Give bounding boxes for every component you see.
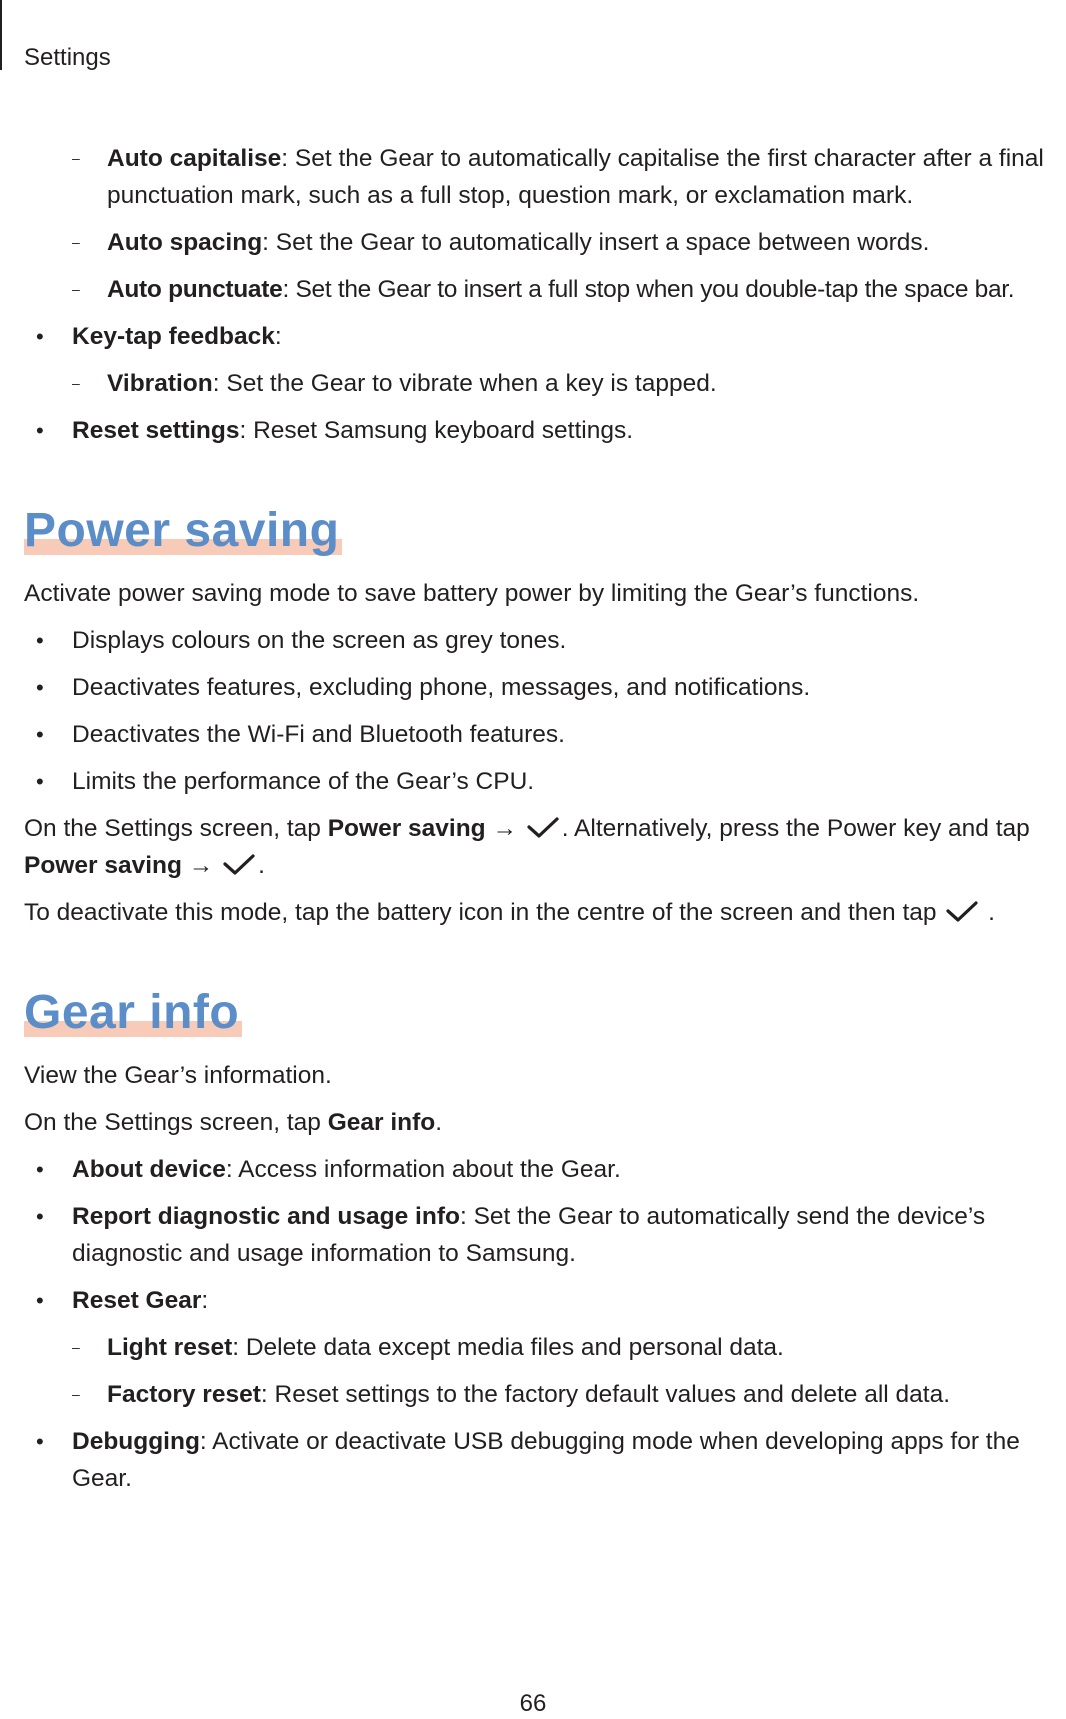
term: Reset settings <box>72 417 240 444</box>
bullet-marker: • <box>36 1204 44 1229</box>
list-item-debugging <box>24 1423 1056 1497</box>
list-item <box>24 669 1056 706</box>
term: Light reset <box>107 1334 233 1361</box>
term: Report diagnostic and usage info <box>72 1203 460 1230</box>
list-item-auto-spacing <box>24 224 1056 261</box>
instruction-text: . <box>435 1109 443 1136</box>
description: : Delete data except media files and personal data. <box>232 1334 784 1361</box>
bullet-marker: • <box>36 722 44 747</box>
term: Key-tap feedback <box>72 323 275 350</box>
bullet-marker: • <box>36 628 44 653</box>
section-title-power-saving: Power saving <box>24 505 342 557</box>
description: : Set the Gear to vibrate when a key is tapped. <box>212 370 717 397</box>
power-saving-instruction <box>24 810 1056 884</box>
list-text: Deactivates features, excluding phone, messages, and notifications. <box>72 674 811 701</box>
list-item-auto-punctuate <box>24 271 1056 308</box>
bullet-marker: • <box>36 769 44 794</box>
list-item-light-reset <box>24 1329 1056 1366</box>
list-item <box>24 716 1056 753</box>
checkmark-icon <box>526 817 560 839</box>
list-item-key-tap-feedback <box>24 318 1056 355</box>
description: : Set the Gear to insert a full stop when you double-tap the space bar. <box>282 276 1015 303</box>
description: : Reset settings to the factory default values and delete all data. <box>260 1381 951 1408</box>
term: Gear info <box>327 1109 436 1136</box>
power-saving-deactivate <box>24 894 1056 931</box>
checkmark-icon <box>945 901 979 923</box>
power-saving-heading-wrap <box>24 505 1056 557</box>
list-item-reset-settings <box>24 412 1056 449</box>
term: Debugging <box>72 1428 200 1455</box>
description: : <box>274 323 282 350</box>
dash-marker: – <box>72 234 80 250</box>
instruction-text: On the Settings screen, tap <box>24 1109 328 1136</box>
instruction-text: . <box>988 899 995 926</box>
page-edge-line <box>0 0 2 70</box>
list-item-about-device <box>24 1151 1056 1188</box>
bullet-marker: • <box>36 1429 44 1454</box>
description: : Set the Gear to automatically capitalise the first character after a final punctuation mark, such as a full stop, question mark, or exclamation mark. <box>107 145 1044 209</box>
list-item-factory-reset <box>24 1376 1056 1413</box>
dash-marker: – <box>72 150 80 166</box>
gear-info-heading-wrap <box>24 987 1056 1039</box>
arrow: → <box>188 852 214 879</box>
term: Auto capitalise <box>107 145 282 172</box>
term: Auto spacing <box>107 229 263 256</box>
description: : <box>201 1287 209 1314</box>
gear-info-instruction <box>24 1104 1056 1141</box>
checkmark-icon <box>222 854 256 876</box>
description: : Activate or deactivate USB debugging mode when developing apps for the Gear. <box>72 1428 1020 1492</box>
page-number: 66 <box>519 1690 547 1717</box>
instruction-text: . Alternatively, press the Power key and tap <box>561 815 1030 842</box>
list-item <box>24 763 1056 800</box>
bullet-marker: • <box>36 1288 44 1313</box>
dash-marker: – <box>72 281 80 297</box>
power-saving-intro: Activate power saving mode to save battery power by limiting the Gear’s functions. <box>24 580 920 607</box>
term: About device <box>72 1156 226 1183</box>
list-text: Deactivates the Wi-Fi and Bluetooth features. <box>72 721 565 748</box>
list-text: Displays colours on the screen as grey tones. <box>72 627 567 654</box>
list-item-vibration <box>24 365 1056 402</box>
dash-marker: – <box>72 1339 80 1355</box>
bullet-marker: • <box>36 1157 44 1182</box>
description: : Reset Samsung keyboard settings. <box>239 417 634 444</box>
description: : Set the Gear to automatically insert a space between words. <box>262 229 930 256</box>
term: Vibration <box>107 370 213 397</box>
page-content <box>24 140 1056 1507</box>
list-text: Limits the performance of the Gear’s CPU. <box>72 768 535 795</box>
term: Reset Gear <box>72 1287 202 1314</box>
gear-info-intro: View the Gear’s information. <box>24 1062 332 1089</box>
list-item <box>24 622 1056 659</box>
term: Factory reset <box>107 1381 261 1408</box>
section-title-gear-info: Gear info <box>24 987 242 1039</box>
dash-marker: – <box>72 375 80 391</box>
instruction-text: . <box>258 852 265 879</box>
bullet-marker: • <box>36 324 44 349</box>
list-item-reset-gear <box>24 1282 1056 1319</box>
list-item-report-diagnostic <box>24 1198 1056 1272</box>
description: : Set the Gear to automatically send the device’s diagnostic and usage information to Samsung. <box>72 1203 986 1267</box>
arrow: → <box>492 815 517 842</box>
instruction-text: To deactivate this mode, tap the battery icon in the centre of the screen and then tap <box>24 899 937 926</box>
dash-marker: – <box>72 1386 80 1402</box>
bullet-marker: • <box>36 675 44 700</box>
term: Auto punctuate <box>107 276 283 303</box>
term: Power saving <box>327 815 486 842</box>
term: Power saving <box>24 852 182 879</box>
list-item-auto-capitalise <box>24 140 1056 214</box>
description: : Access information about the Gear. <box>225 1156 621 1183</box>
bullet-marker: • <box>36 418 44 443</box>
instruction-text: On the Settings screen, tap <box>24 815 328 842</box>
running-header: Settings <box>24 44 111 71</box>
